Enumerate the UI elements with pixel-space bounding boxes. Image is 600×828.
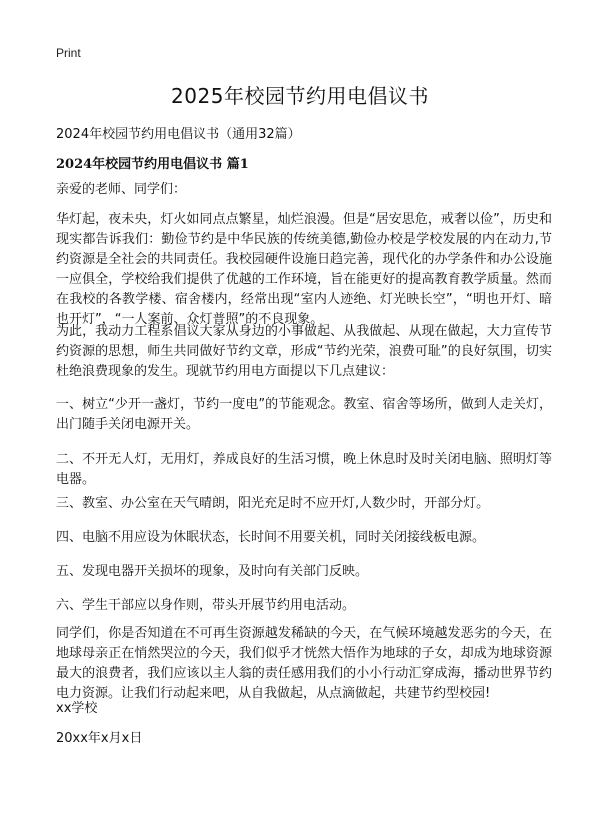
date: 20xx年x月x日 bbox=[56, 731, 143, 746]
suggestion-4: 四、电脑不用应设为休眠状态，长时间不用要关机，同时关闭接线板电源。 bbox=[56, 530, 486, 545]
page-title: 2025年校园节约用电倡议书 bbox=[171, 84, 429, 108]
greeting: 亲爱的老师、同学们： bbox=[56, 182, 187, 197]
suggestion-3: 三、教室、办公室在天气晴朗，阳光充足时不应开灯,人数少时，开部分灯。 bbox=[56, 496, 490, 511]
document-subtitle: 2024年校园节约用电倡议书（通用32篇） bbox=[56, 127, 301, 142]
suggestion-6: 六、学生干部应以身作则，带头开展节约用电活动。 bbox=[56, 598, 356, 613]
suggestion-5: 五、发现电器开关损坏的现象，及时向有关部门反映。 bbox=[56, 564, 369, 579]
suggestion-1: 一、树立“少开一盏灯，节约一度电”的节能观念。教室、宿舍等场所，做到人走关灯，出门随手关闭电源开关。 bbox=[56, 397, 552, 432]
section-heading: 2024年校园节约用电倡议书 篇1 bbox=[56, 157, 249, 172]
suggestion-2: 二、不开无人灯，无用灯，养成良好的生活习惯，晚上休息时及时关闭电脑、照明灯等电器。 bbox=[56, 452, 552, 487]
paragraph-closing: 同学们，你是否知道在不可再生资源越发稀缺的今天，在气候环境越发恶劣的今天，在地球母亲正在悄然哭泣的今天，我们似乎才恍然大悟作为地球的子女，却成为地球资源最大的浪费者，我们应该以主人翁的责任感用我们的小小行动汇穿成海，播动世界节约电力资源。让我们行动起来吧，从自我做起，从点滴做起，共建节约型校园! bbox=[56, 626, 552, 701]
paragraph-intro: 华灯起，夜未央，灯火如同点点繁星，灿烂浪漫。但是“居安思危，戒奢以俭”，历史和现实都告诉我们：勤俭节约是中华民族的传统美德,勤俭办校是学校发展的内在动力,节约资源是全社会的共同责任。我校园硬件设施日趋完善，现代化的办学条件和办公设施一应俱全，学校给我们提供了优越的工作环境，旨在能更好的提高教育教学质量。然而在我校的各教学楼、宿舍楼内，经常出现“室内人迹绝、灯光映长空”，“明也开灯、暗也开灯”，“一人案前、众灯普照”的不良现象。 bbox=[56, 212, 552, 327]
signature: xx学校 bbox=[56, 701, 98, 716]
paragraph-proposal: 为此，我动力工程系倡议大家从身边的小事做起、从我做起、从现在做起，大力宣传节约资源的思想，师生共同做好节约文章，形成“节约光荣，浪费可耻”的良好氛围，切实杜绝浪费现象的发生。现就节约用电方面提以下几点建议： bbox=[56, 324, 552, 379]
print-link[interactable]: Print bbox=[56, 46, 81, 60]
